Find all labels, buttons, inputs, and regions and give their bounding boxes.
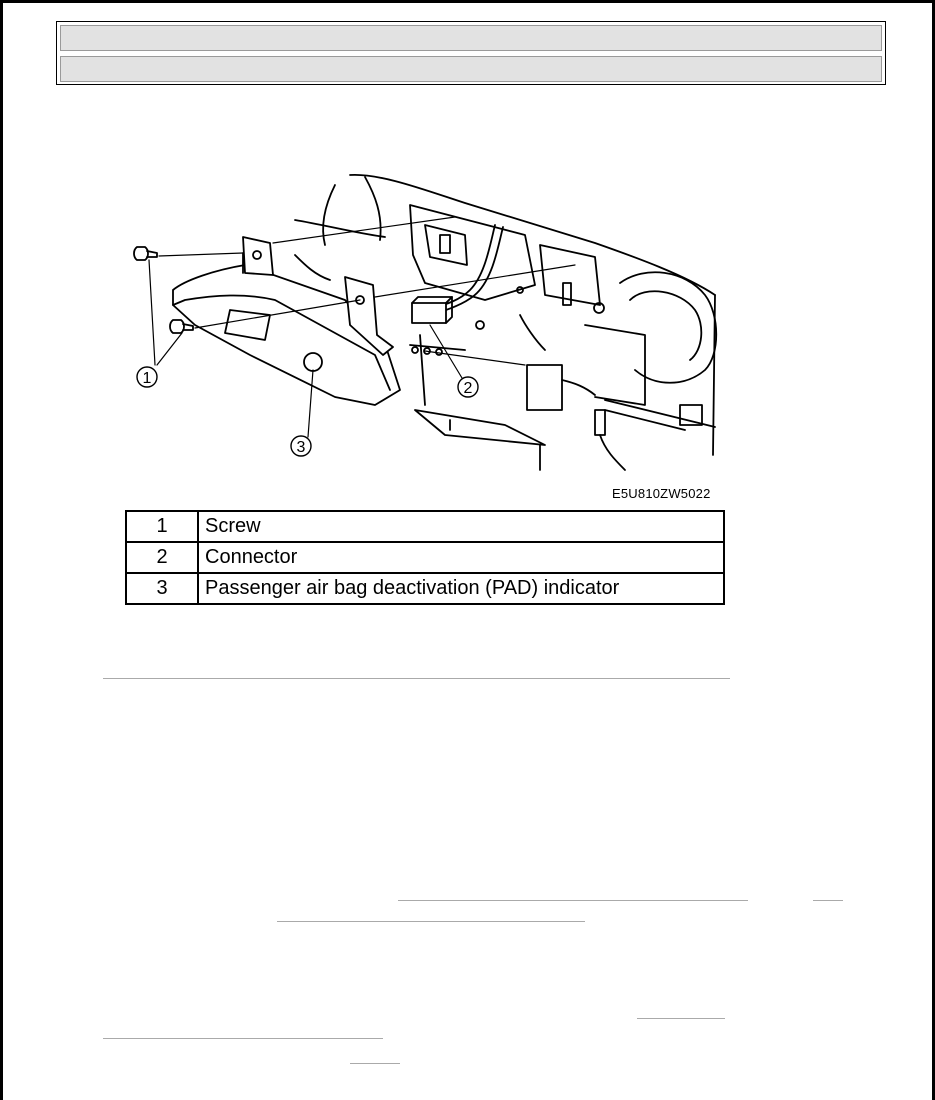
link-underline — [637, 1018, 725, 1019]
pad-indicator-assembly — [173, 237, 400, 405]
link-underline — [350, 1063, 400, 1064]
figure-code: E5U810ZW5022 — [612, 486, 711, 501]
table-row — [126, 511, 724, 542]
page-frame-left — [0, 0, 3, 1100]
table-row — [126, 573, 724, 604]
callout-3: 3 — [296, 439, 306, 456]
section-divider — [103, 678, 730, 679]
header-title-bar — [60, 25, 882, 51]
link-underline — [103, 1038, 383, 1039]
legend-label: Passenger air bag deactivation (PAD) indicator — [198, 573, 724, 604]
table-row — [126, 542, 724, 573]
legend-label: Connector — [198, 542, 724, 573]
link-underline — [813, 900, 843, 901]
link-underline — [277, 921, 585, 922]
pad-indicator-diagram — [125, 165, 740, 505]
connector-harness — [412, 225, 503, 323]
legend-number: 1 — [126, 511, 198, 542]
legend-number: 2 — [126, 542, 198, 573]
legend-label: Screw — [198, 511, 724, 542]
link-underline — [398, 900, 748, 901]
parts-legend-table — [125, 510, 725, 605]
page-header — [56, 21, 886, 85]
legend-number: 3 — [126, 573, 198, 604]
callout-1: 1 — [142, 370, 152, 387]
page-frame-top — [0, 0, 935, 3]
header-subtitle-bar — [60, 56, 882, 82]
callout-2: 2 — [463, 380, 473, 397]
